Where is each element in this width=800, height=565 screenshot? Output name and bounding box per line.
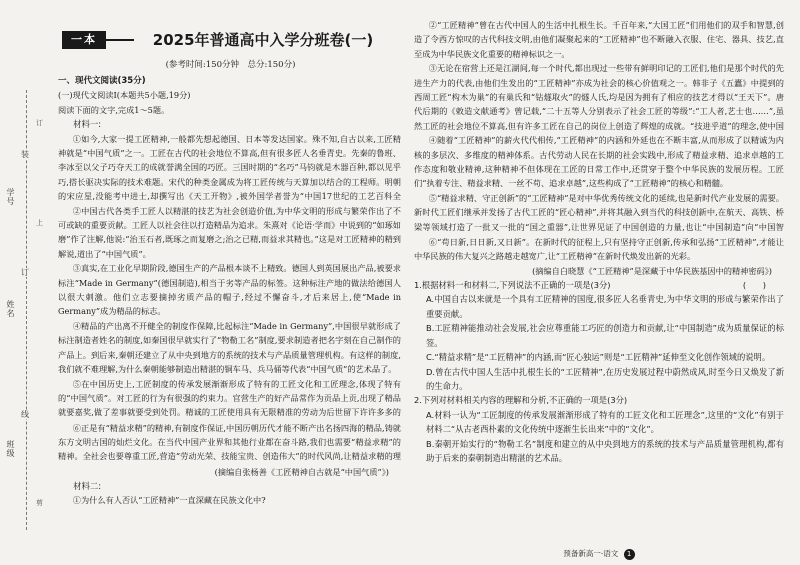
passage-paragraph: ①为什么有人否认“工匠精神”一直深藏在民族文化中? bbox=[72, 495, 266, 506]
source-citation: (摘编自白晓慧《“工匠精神”是深藏于中华民族基因中的精神密码》) bbox=[532, 265, 772, 276]
exam-time-score: (参考时间:150分钟 总分:150分) bbox=[165, 60, 296, 70]
answer-option: C.“精益求精”是“工匠精神”的内涵,而“匠心独运”则是“工匠精神”延伸至文化创作领域的说明。 bbox=[426, 352, 771, 363]
yiben-badge: 一本 bbox=[62, 31, 106, 49]
answer-option: B.秦朝开始实行的“物勒工名”制度和建立的从中央到地方的系统的技术与产品质量管理机构,都有助于后来的秦朝制造出精湛的艺术品。 bbox=[426, 438, 784, 463]
binding-label-xian: 线 bbox=[21, 410, 29, 419]
student-id-label: 学号 bbox=[6, 188, 15, 206]
passage-paragraph: ④精品的产出离不开健全的制度作保障,比起标注“Made in Germany”,中国很早就形成了标注制造者姓名的制度,如秦国很早就实行了“物勒工名”制度,要求制造者把名字刻在自己制作的产品上。到后来,秦朝还建立了从中央到地方的系统的技术与产品质量管理机构。有这样的制度,我们就不难理解,为什么秦朝能够制造出精湛的铜车马、兵马俑等代表“中国气质”的艺术品了。 bbox=[58, 320, 401, 375]
gutter-char: 剪 bbox=[36, 499, 43, 507]
passage-paragraph: ①如今,大家一提工匠精神,一般都先想起德国、日本等发达国家。殊不知,自古以来,工匠精神就是“中国气质”之一。工匠在古代的社会地位不算高,但有很多匠人名垂青史。先秦的鲁班、李冰至以父子巧夺天工的成就誉满全国的巧匠。三国时期的“名巧”马钧就是木器百种,都以见乎巧,搭长驱决实际的技术难题。宋代的种类金属成为将工匠传统与天算加以结合的工程师。明朝的宋应星,没能考中进士,却撰写出《天工开物》,被外国学者誉为“中国17世纪的工艺百科全 bbox=[58, 133, 401, 202]
source-citation: (摘编自张杨善《工匠精神自古就是“中国气质”》) bbox=[214, 466, 389, 477]
answer-option: A.中国自古以来就是一个具有工匠精神的国度,很多匠人名垂青史,为中华文明的形成与繁荣作出了重要贡献。 bbox=[426, 294, 784, 319]
material-one-label: 材料一: bbox=[73, 119, 102, 130]
binding-label-ding: 订 bbox=[21, 268, 29, 277]
right-column bbox=[414, 18, 784, 465]
gutter-char: 订 bbox=[36, 119, 43, 127]
binding-label-zhuang: 装 bbox=[21, 150, 29, 159]
question-stem: 2.下列对材料相关内容的理解和分析,不正确的一项是(3分) bbox=[414, 395, 628, 406]
badge-rule bbox=[106, 39, 134, 41]
question-stem-text: 1.根据材料一和材料二,下列说法不正确的一项是(3分) bbox=[414, 280, 611, 291]
subsection-heading: (一)现代文阅读Ⅰ(本题共5小题,19分) bbox=[58, 90, 191, 101]
answer-option: B.工匠精神能推动社会发展,社会应尊重能工巧匠的创造力和贡献,让“中国制造”成为质量保证的标签。 bbox=[426, 323, 784, 348]
left-column bbox=[58, 74, 401, 508]
gutter-char: 上 bbox=[36, 219, 43, 227]
passage-paragraph: ⑥“苟日新,日日新,又日新”。在新时代的征程上,只有坚持守正创新,传承和弘扬“工匠精神”,才能让中华民族的伟大复兴之路越走越宽广,让“工匠精神”在新时代焕发出新的光彩。 bbox=[414, 236, 784, 262]
exam-header bbox=[58, 29, 403, 53]
passage-paragraph: ④随着“工匠精神”的薪火代代相传,“工匠精神”的内涵和外延也在不断丰富,从而形成了以精诚为内核的多层次、多维度的精神体系。古代劳动人民在长期的社会实践中,形成了精益求精、追求卓越的工作态度和敬业精神,这种精神不但体现在工匠的日常工作中,还贯穿于整个中华民族的发展历程。工匠们“执着专注、精益求精、一丝不苟、追求卓越”,这些构成了“工匠精神”的核心和精髓。 bbox=[414, 135, 784, 189]
passage-paragraph: ⑥正是有“精益求精”的精神,有制度作保证,中国历朝历代才能不断产出名扬四海的精品,铸就东方文明古国的灿烂文化。在当代中国产业界和其他行业都在奋斗路,我们也需要“精益求精”的精神。全社会也要尊重工匠,营造“劳动光荣、技能宝贵、创造伟大”的时代风尚,让精益求精的理 bbox=[58, 422, 401, 462]
reading-instruction: 阅读下面的文字,完成1～5题。 bbox=[58, 104, 170, 115]
student-name-label: 姓名 bbox=[6, 300, 15, 318]
section-heading: 一、现代文阅读(35分) bbox=[58, 76, 146, 86]
answer-option: A.材料一认为“工匠制度的传承发展渐渐形成了特有的工匠文化和工匠理念”,这里的“文化”有别于材料二“从古老西朴素的文化传统中逐渐生长出来”中的“文化”。 bbox=[426, 409, 784, 435]
class-label: 班级 bbox=[6, 440, 15, 458]
material-two-label: 材料二: bbox=[73, 480, 102, 491]
passage-paragraph: ②中国古代各类手工匠人以精湛的技艺为社会创造价值,为中华文明的形成与繁荣作出了不可或缺的重要贡献。工匠人以社会往以打造精品为追求。朱熹对《论语·学而》中说到的“如琢如磨”作了注解,他说:“治玉石者,既琢之而复磨之;治之已精,而益求其精也。”这是对工匠精神的精到解说,道出了“中国气质”。 bbox=[58, 205, 401, 259]
passage-paragraph: ③真实,在工业化早期阶段,德国生产的产品根本谈不上精致。德国人到英国展出产品,被要求标注“Made in Germany”(德国制造),相当于劣等产品的标签。这种标注产地的做法给德国人以很大刺激。他们立志要摘掉劣质产品的帽子,经过不懈奋斗,才后来居上,使“Made in Germany”成为精品的标志。 bbox=[58, 263, 401, 317]
passage-paragraph: ⑤“精益求精、守正创新”的“工匠精神”是对中华优秀传统文化的延续,也是新时代产业发展的需要。新时代工匠们继承并发扬了古代工匠的“匠心精神”,并将其融入到当代的科技创新中,在航天、高铁、桥梁等领域打造了一批又一批的“国之重器”,让世界见证了中国创造的力量,也让“中国制造”向“中国智 bbox=[414, 192, 784, 232]
answer-bracket: ( ) bbox=[742, 280, 766, 291]
exam-title: 2025年普通高中入学分班卷(一) bbox=[152, 31, 374, 49]
binding-margin bbox=[0, 0, 44, 565]
page-footer bbox=[414, 548, 784, 560]
page-number: 1 bbox=[624, 549, 635, 560]
passage-paragraph: ②“工匠精神”曾在古代中国人的生活中扎根生长。千百年来,“大国工匠”们用他们的双手和智慧,创造了令西方惊叹的古代科技文明,由他们凝聚起来的“工匠精神”也不断融入衣服、住宅、器具、技艺,直至成为中华民族文化重要的精神标识之一。 bbox=[414, 20, 784, 59]
answer-option: D.曾在古代中国人生活中扎根生长的“工匠精神”,在历史发展过程中蔚然成风,时至今日又焕发了新的生命力。 bbox=[426, 366, 784, 391]
passage-paragraph: ⑤在中国历史上,工匠制度的传承发展渐渐形成了特有的工匠文化和工匠理念,体现了特有的“中国气质”。对工匠的行为有很强的约束力。官营生产的好产品常作为贡品上贡,出现了精品就要嘉奖,做了差事就要受到处罚。精诚的工匠使用具有无限精准的劳动为后世留下许许多多的 bbox=[58, 378, 401, 418]
footer-text: 预备新高一·语文 bbox=[563, 549, 619, 558]
passage-paragraph: ③无论在宿营上还是江湖间,每一个时代,都出现过一些带有鲜明印记的工匠们,他们是那个时代的先进生产力的代表,由他们生发出的“工匠精神”亦成为社会的核心价值观之一。韩非子《五蠹》中提到的西周工匠“构木为巢”的有巢氏和“钻燧取火”的燧人氏,均是因为拥有了相应的技艺才得以“王天下”。唐代后期的《敕造文献通考》曾记载,“二十五等人分别表示了社会工匠的等级”:“工人者,艺士也……”,虽然工匠的社会地位不算高,但有许多工匠在自己的岗位上创造了辉煌的成就。“技进乎道”的理念,使中国 bbox=[414, 63, 784, 131]
question-stem bbox=[414, 278, 784, 292]
